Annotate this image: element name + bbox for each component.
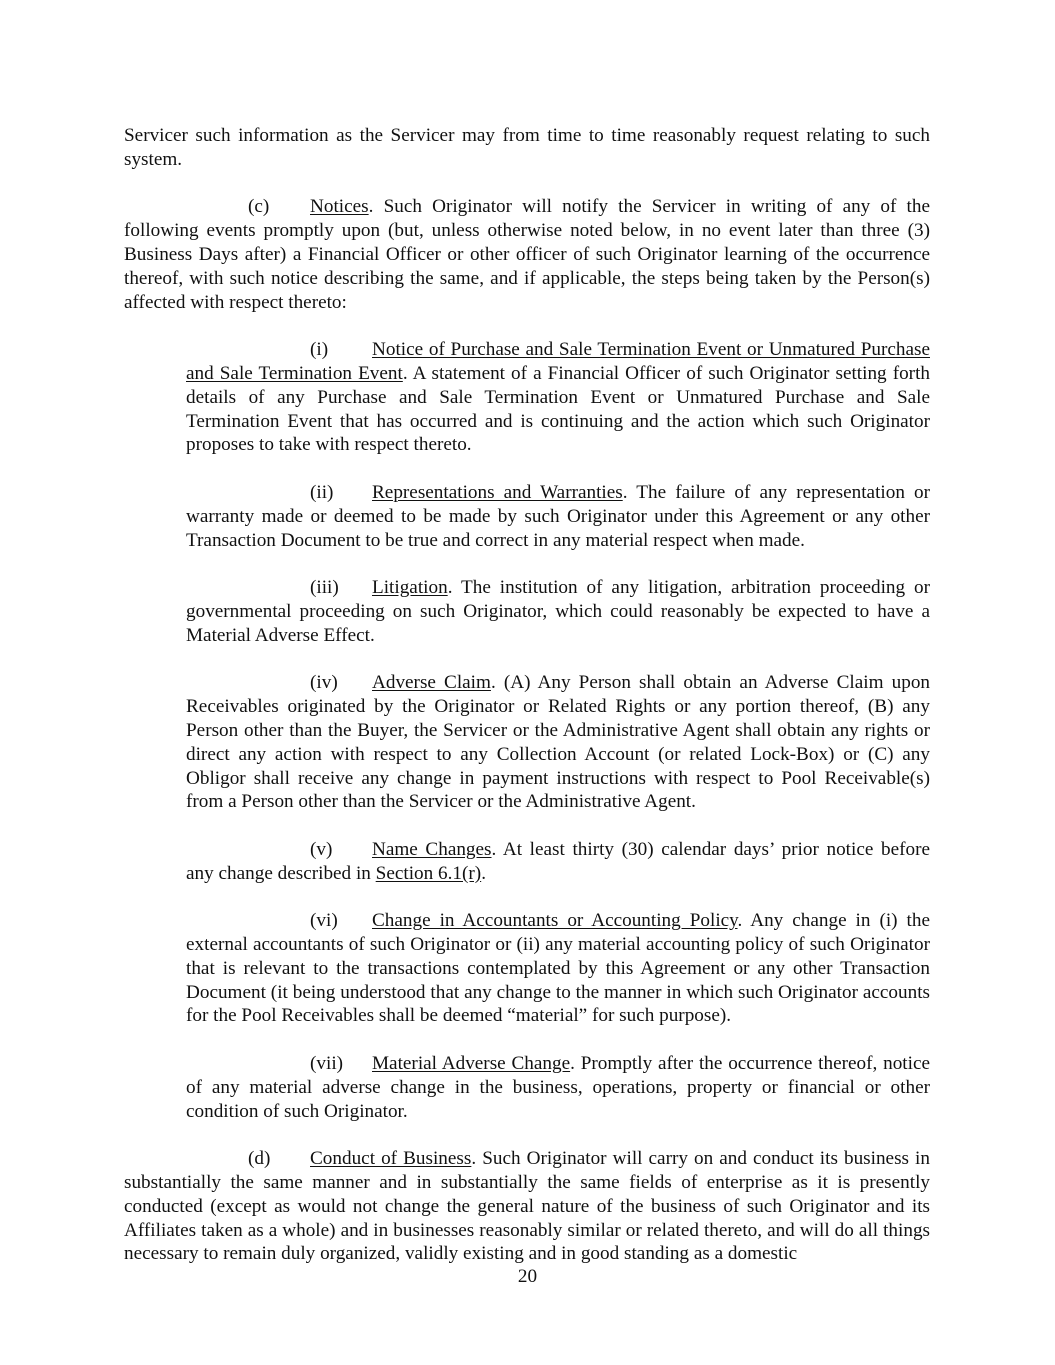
indent: [124, 195, 310, 219]
section-c-label: (c): [248, 196, 270, 218]
item-v-heading: Name Changes: [372, 838, 492, 860]
item-iii-heading: Litigation: [372, 577, 448, 599]
section-c-heading: Notices: [310, 196, 369, 218]
item-v-text: . At least thirty (30) calendar days’ prior notice before any change described in: [186, 838, 930, 884]
item-ii: [186, 481, 930, 552]
item-ii-text: . The failure of any representation or warranty made or deemed to be made by such Originator under this Agreement or any other Transaction Document to be true and correct in any material respect when made.: [186, 481, 930, 551]
page-number: 20: [517, 1266, 538, 1287]
item-i: [186, 338, 930, 457]
item-iv-text: . (A) Any Person shall obtain an Adverse Claim upon Receivables originated by the Originator or Related Rights or any portion thereof, (B) any Person other than the Buyer, the Servicer or the Administrative Agent shall obtain any rights or direct any action with respect to any Collection Account (or related Lock-Box) or (C) any Obligor shall receive any change in payment instructions with respect to Pool Receivable(s) from a Person other than the Servicer or the Administrative Agent.: [186, 672, 931, 813]
item-iii-text: . The institution of any litigation, arbitration proceeding or governmental proceeding on such Originator, which could reasonably be expected to have a Material Adverse Effect.: [186, 577, 930, 646]
item-vi-label: (vi): [310, 910, 338, 932]
item-v: [186, 838, 930, 886]
section-c-paragraph: [124, 195, 930, 314]
item-i-text: . A statement of a Financial Officer of such Originator setting forth details of any Purchase and Sale Termination Event or Unmatured Purchase and Sale Termination Event that has occurred and is continuing and the action which such Originator proposes to take with respect thereto.: [186, 362, 930, 456]
item-iv-heading: Adverse Claim: [372, 672, 491, 694]
section-d-text: . Such Originator will carry on and conduct its business in substantially the same manner and in substantially the same fields of enterprise as it is presently conducted (except as would not change the general nature of the business of such Originator and its Affiliates taken as a whole) and in businesses reasonably similar or related thereto, and will do all things necessary to remain duly organized, validly existing and in good standing as a domestic: [124, 1148, 930, 1265]
item-vi-heading: Change in Accountants or Accounting Policy: [372, 910, 738, 932]
item-iv: [186, 671, 930, 814]
item-vi-text: . Any change in (i) the external accountants of such Originator or (ii) any material accounting policy of such Originator that is relevant to the transactions contemplated by this Agreement or any other Transaction Document (it being understood that any change to the manner in which such Originator accounts for the Pool Receivables shall be deemed “material” for such purpose).: [186, 910, 930, 1027]
indent: [124, 1147, 310, 1171]
item-vi: [186, 909, 930, 1028]
item-ii-label: (ii): [310, 481, 334, 503]
item-vii-heading: Material Adverse Change: [372, 1053, 571, 1075]
item-vii-label: (vii): [310, 1053, 344, 1075]
section-c-text: . Such Originator will notify the Servicer in writing of any of the following events promptly upon (but, unless otherwise noted below, in no event later than three (3) Business Days after) a Financial Officer or other officer of such Originator learning of the occurrence thereof, with such notice describing the same, and if applicable, the steps being taken by the Person(s) affected with respect thereto:: [124, 196, 930, 313]
item-v-text-after: .: [481, 862, 486, 884]
item-i-label: (i): [310, 339, 329, 361]
item-i-heading: Notice of Purchase and Sale Termination Event or Unmatured Purchase and Sale Termination Event: [186, 339, 930, 384]
section-reference-link: Section 6.1(r): [375, 862, 482, 884]
item-iii-label: (iii): [310, 577, 339, 599]
section-d-label: (d): [248, 1148, 271, 1170]
item-ii-heading: Representations and Warranties: [372, 481, 623, 503]
item-vii: [186, 1052, 930, 1123]
continuation-paragraph: Servicer such information as the Servicer may from time to time reasonably request relating to such system.: [124, 125, 930, 170]
section-d-paragraph: [124, 1147, 930, 1266]
item-iv-label: (iv): [310, 672, 338, 694]
item-vii-text: . Promptly after the occurrence thereof, notice of any material adverse change in the business, operations, property or financial or other condition of such Originator.: [186, 1053, 930, 1122]
item-iii: [186, 576, 930, 647]
item-v-label: (v): [310, 838, 333, 860]
section-d-heading: Conduct of Business: [310, 1148, 472, 1170]
document-page: [124, 124, 930, 1266]
